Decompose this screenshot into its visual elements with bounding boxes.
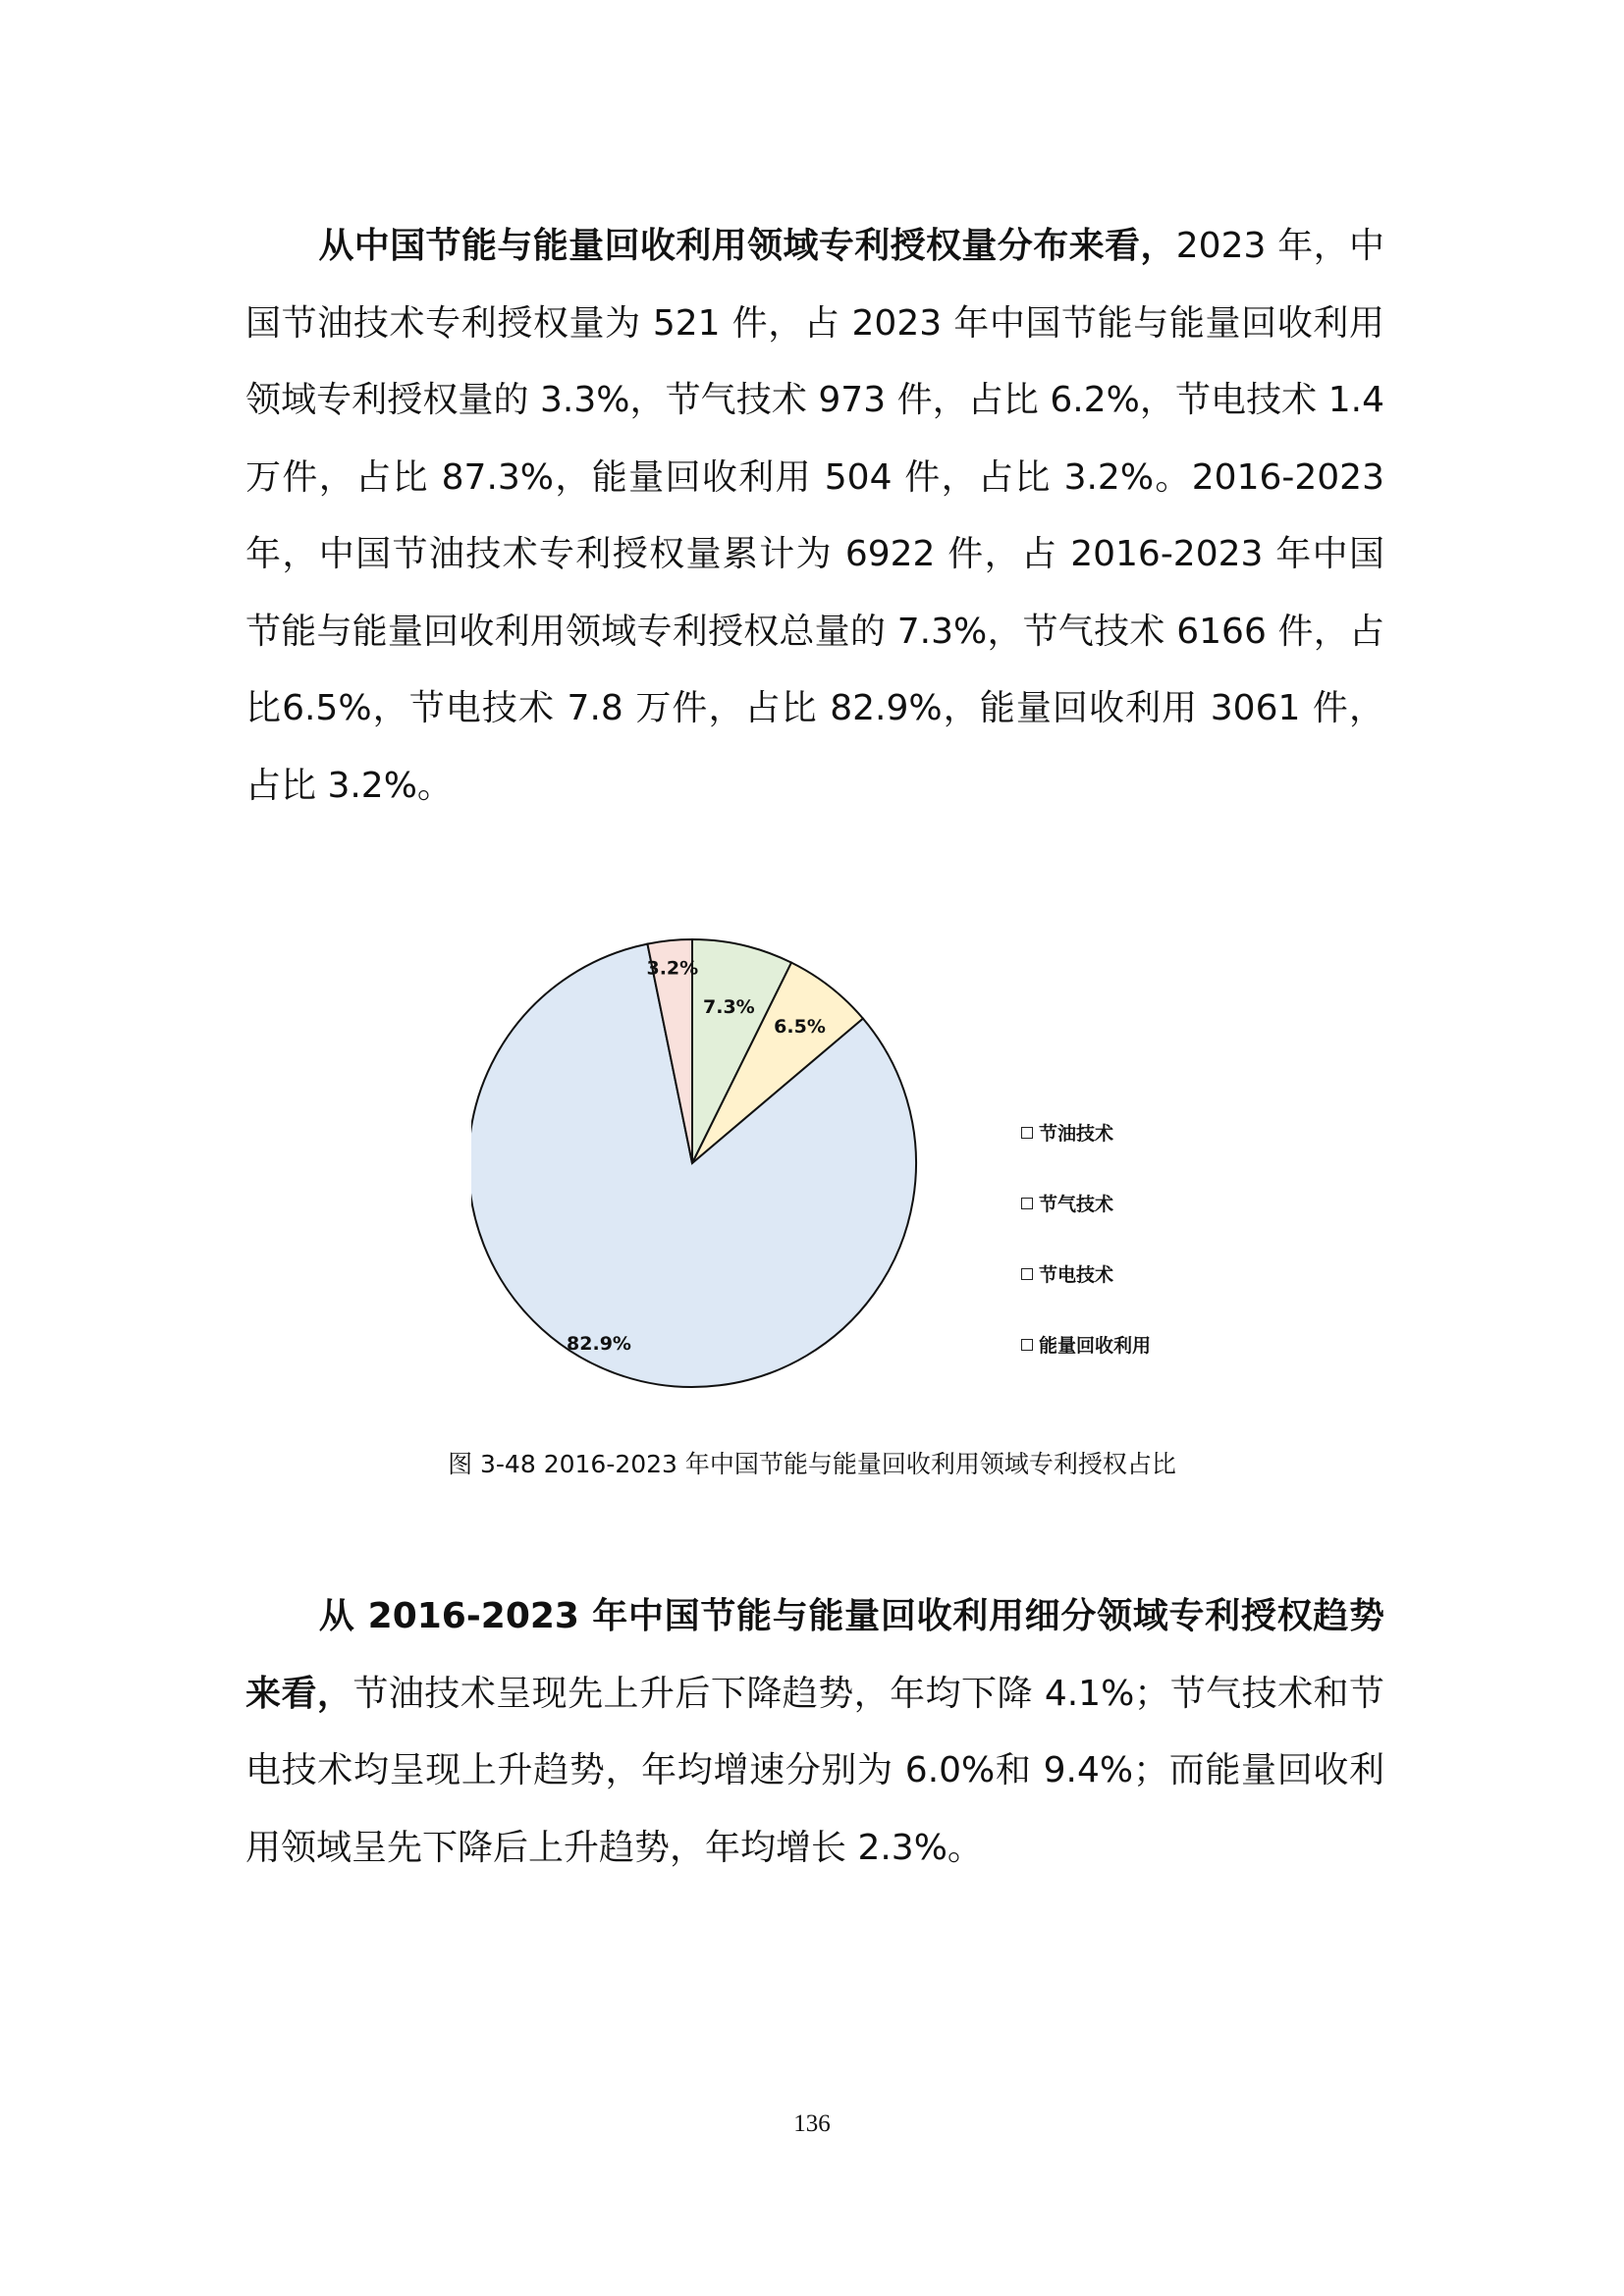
figure-caption: 图 3-48 2016-2023 年中国节能与能量回收利用领域专利授权占比 — [448, 1450, 1176, 1478]
paragraph-body: 节油技术呈现先上升后下降趋势，年均下降 4.1%；节气技术和节电技术均呈现上升趋势，年均增速分别为 6.0%和 9.4%；而能量回收利用领域呈先下降后上升趋势，年均增长 2.3%。 — [245, 1673, 1384, 1868]
slice-data-label-3: 3.2% — [646, 957, 699, 980]
legend-item-1 — [1021, 1190, 1113, 1216]
paragraph-distribution — [245, 208, 1384, 825]
page-number: 136 — [793, 2110, 831, 2137]
legend-item-2 — [1021, 1260, 1113, 1287]
legend-label: 能量回收利用 — [1039, 1335, 1152, 1357]
legend-label: 节气技术 — [1039, 1194, 1114, 1215]
paragraph-body: 2023 年，中国节油技术专利授权量为 521 件，占 2023 年中国节能与能量回收利用领域专利授权量的 3.3%，节气技术 973 件，占比 6.2%，节电技术 1.4 万件，占比 87.3%，能量回收利用 504 件，占比 3.2%。2016-2023 年，中国节油技术专利授权量累计为 6922 件，占 2016-2023 年中国节能与能量回收利用领域专利授权总量的 7.3%，节气技术 6166 件，占比6.5%，节电技术 7.8 万件，占比 82.9%，能量回收利用 3061 件，占比 3.2%。 — [245, 226, 1384, 806]
slice-data-label-2: 82.9% — [567, 1333, 631, 1355]
legend-item-3 — [1021, 1331, 1151, 1358]
slice-data-label-1: 6.5% — [774, 1015, 826, 1038]
legend-swatch — [1021, 1127, 1033, 1139]
legend-swatch — [1021, 1339, 1033, 1351]
legend-item-0 — [1021, 1119, 1113, 1146]
slice-data-label-0: 7.3% — [703, 996, 755, 1019]
legend-label: 节电技术 — [1039, 1264, 1114, 1286]
legend-label: 节油技术 — [1039, 1123, 1114, 1145]
paragraph-lead: 从中国节能与能量回收利用领域专利授权量分布来看， — [318, 226, 1176, 266]
paragraph-trend — [245, 1578, 1384, 1887]
legend-swatch — [1021, 1268, 1033, 1280]
paragraph-lead: 从 2016-2023 年中国节能与能量回收利用细分领域专利授权趋势来看， — [245, 1596, 1384, 1714]
pie-chart — [471, 923, 1218, 1404]
legend-swatch — [1021, 1198, 1033, 1209]
